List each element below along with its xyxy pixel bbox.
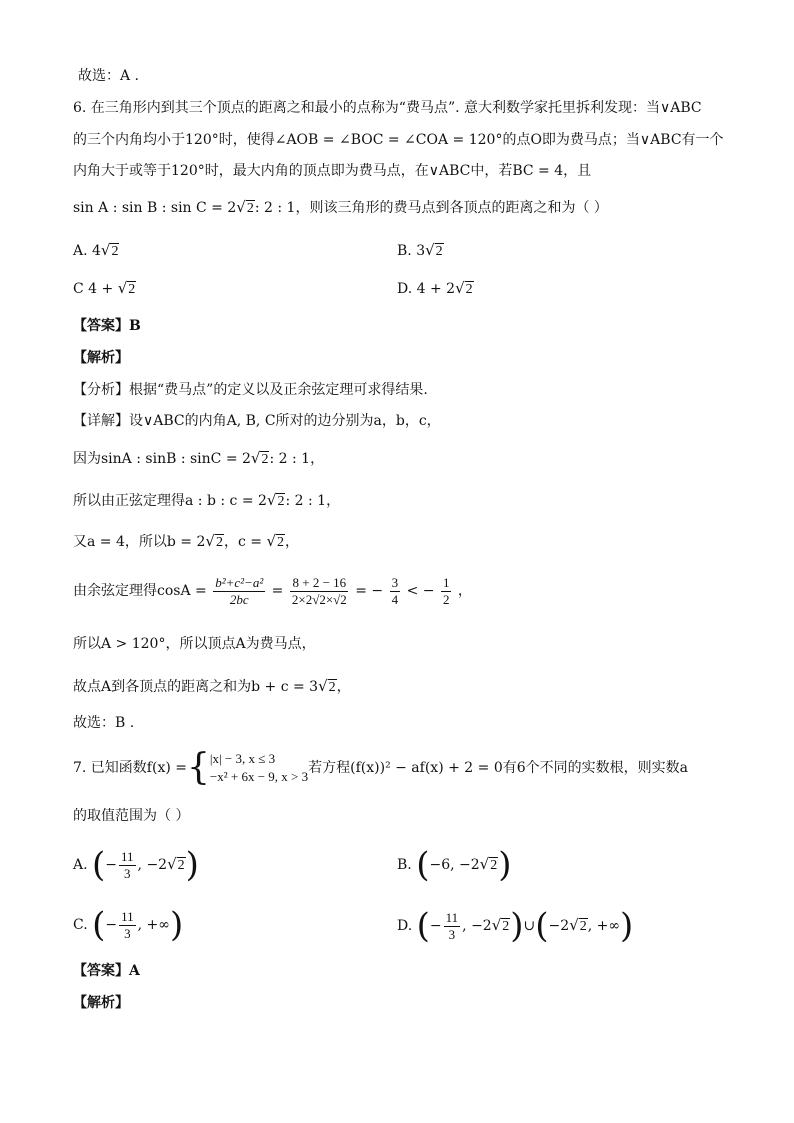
q6-option-d: D. 4 + 2√2 (397, 278, 474, 300)
q6-fenxi: 【分析】根据“费马点”的定义以及正余弦定理可求得结果. (73, 382, 428, 398)
q6-line4 (73, 197, 608, 219)
q6-ratio-pre: sin A : sin B : sin C = 2 (73, 200, 237, 216)
right-paren: ) (498, 845, 512, 885)
q7-answer: 【答案】A (73, 963, 140, 979)
q6-step4-cosine: 由余弦定理得cosA = $\frac{\text{b²+c²−a²}}{2bc}$ = $\frac{8 + 2 - 16}{2\times 2√2\times√2}$ = − $\frac{3}{4}$ < − $\frac{1}{2}$ ， (73, 574, 472, 607)
sqrt-symbol: √2 (479, 855, 498, 873)
q6-step2: 所以由正弦定理得a : b : c = 2√2: 2 : 1， (73, 490, 340, 512)
sqrt-symbol: √2 (318, 677, 336, 695)
q6-option-b: B. 3√2 (397, 240, 444, 262)
q6-line1: 6. 在三角形内到其三个顶点的距离之和最小的点称为“费马点”. 意大利数学家托里拆利发现：当∨ABC (73, 100, 702, 116)
left-paren: ( (416, 906, 430, 946)
fraction: $\frac{8 + 2 - 16}{2\times 2√2\times√2}$ (291, 574, 347, 607)
q6-line3: 内角大于或等于120°时，最大内角的顶点即为费马点，在∨ABC中，若BC = 4，且 (73, 163, 592, 179)
left-brace: { (187, 747, 210, 788)
q6-option-a: A. 4√2 (73, 240, 119, 262)
sqrt-symbol: √2 (205, 532, 223, 550)
q7-analysis-heading: 【解析】 (73, 995, 129, 1011)
piecewise-cases: |x| − 3, x ≤ 3 −x² + 6x − 9, x > 3 (209, 751, 309, 784)
q7-option-a: A. (− $\frac{11}{3}$ , −2√2) (73, 845, 199, 885)
q6-ratio-post: : 2 : 1，则该三角形的费马点到各顶点的距离之和为（ ） (254, 200, 608, 216)
left-paren: ( (92, 845, 106, 885)
left-paren: ( (92, 905, 106, 945)
sqrt-symbol: √2 (569, 916, 587, 934)
sqrt-symbol: √2 (491, 916, 510, 934)
sqrt-symbol: √2 (455, 279, 473, 297)
sqrt-symbol: √2 (266, 491, 285, 509)
q7-option-d: D. (− $\frac{11}{3}$ , −2√2)∪(−2√2, +∞) (397, 906, 634, 946)
q7-option-c: C. (− $\frac{11}{3}$ , +∞) (73, 905, 184, 945)
q6-step6: 故点A到各顶点的距离之和为b + c = 3√2， (73, 676, 351, 698)
sqrt-symbol: √2 (250, 449, 269, 467)
q6-answer: 【答案】B (73, 318, 141, 334)
q6-analysis-heading: 【解析】 (73, 350, 129, 366)
q6-xiangjie: 【详解】设∨ABC的内角A, B, C所对的边分别为a，b，c， (73, 413, 441, 429)
sqrt-symbol: √2 (266, 532, 284, 550)
fraction: $\frac{11}{3}$ (121, 908, 134, 941)
q6-line2: 的三个内角均小于120°时，使得∠AOB = ∠BOC = ∠COA = 120°的点O即为费马点；当∨ABC有一个 (73, 132, 724, 148)
sqrt-symbol: √2 (117, 279, 136, 297)
sqrt-symbol: √2 (167, 855, 185, 873)
left-paren: ( (416, 845, 430, 885)
q6-option-c: C 4 + √2 (73, 278, 136, 300)
q6-conclusion: 故选：B . (73, 715, 135, 731)
sqrt-symbol: √2 (236, 198, 254, 216)
q7-line1: 7. 已知函数f(x) ={ |x| − 3, x ≤ 3 −x² + 6x − 9, x > 3 若方程(f(x))² − af(x) + 2 = 0有6个不同的实数根，则实数a (73, 747, 688, 788)
right-paren: ) (185, 845, 199, 885)
q6-step5: 所以A > 120°，所以顶点A为费马点， (73, 636, 316, 652)
fraction: $\frac{11}{3}$ (121, 848, 134, 881)
q7-option-b: B. (−6, −2√2) (397, 845, 512, 885)
q5-conclusion: 故选：A . (78, 68, 140, 84)
sqrt-symbol: √2 (100, 241, 119, 259)
q6-step3: 又a = 4，所以b = 2√2，c = √2， (73, 531, 299, 553)
fraction: $\frac{\text{b²+c²−a²}}{2bc}$ (215, 574, 264, 607)
right-paren: ) (169, 905, 184, 945)
sqrt-symbol: √2 (425, 241, 443, 259)
fraction: $\frac{3}{4}$ (391, 574, 399, 607)
right-paren: ) (510, 906, 524, 946)
q7-line2: 的取值范围为（ ） (73, 808, 190, 824)
right-paren: ) (620, 906, 634, 946)
left-paren: ( (535, 906, 549, 946)
fraction: $\frac{1}{2}$ (442, 574, 450, 607)
fraction: $\frac{11}{3}$ (445, 909, 459, 942)
q6-step1: 因为sinA : sinB : sinC = 2√2: 2 : 1， (73, 448, 324, 470)
